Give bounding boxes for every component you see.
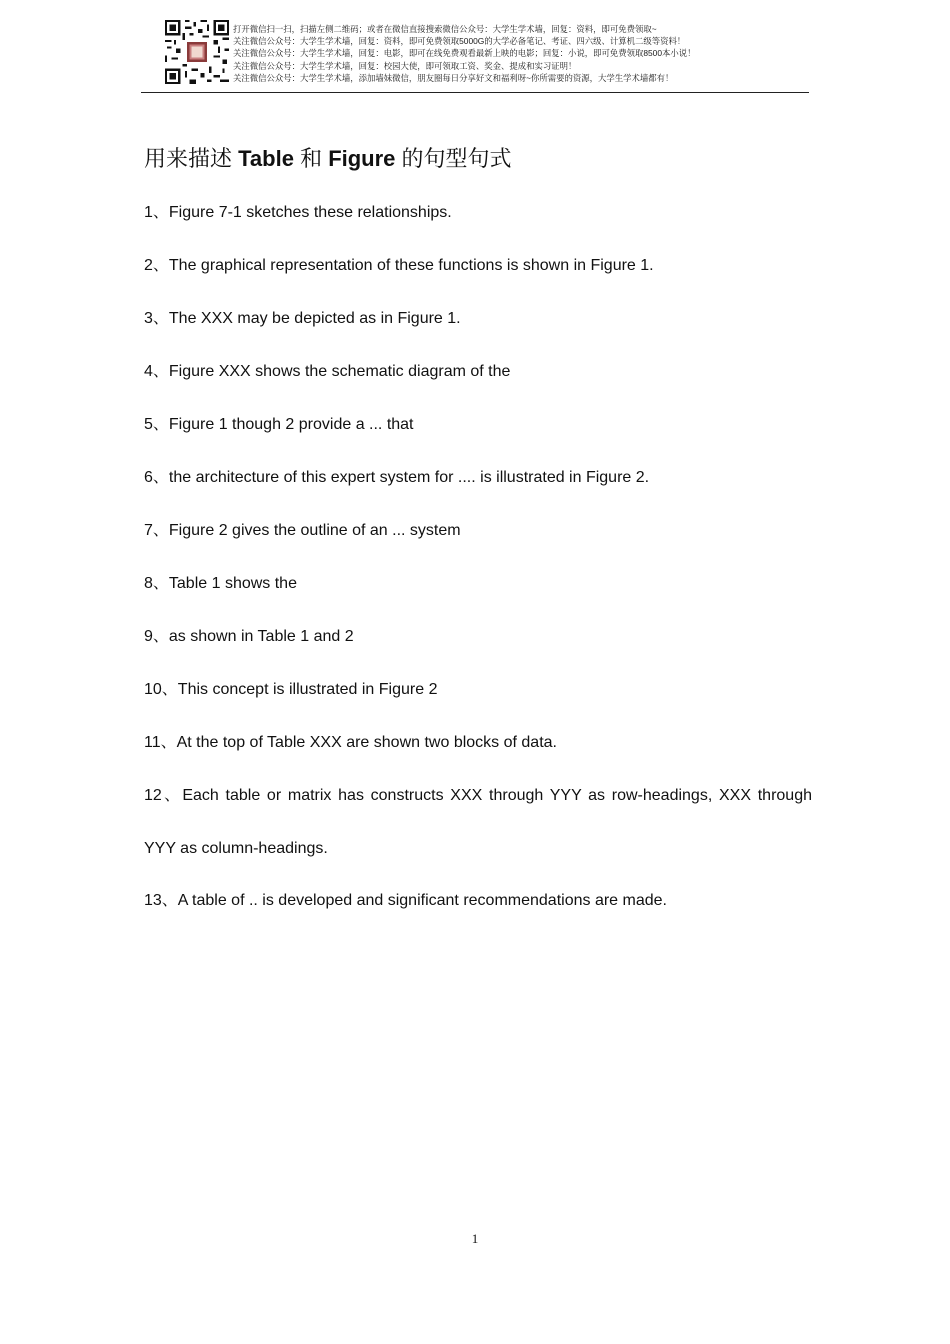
- list-item: 11、At the top of Table XXX are shown two blocks of data.: [144, 734, 557, 751]
- list-item: 2、The graphical representation of these functions is shown in Figure 1.: [144, 257, 654, 274]
- title-text: 的句型句式: [395, 146, 512, 171]
- list-item: 13、A table of .. is developed and significant recommendations are made.: [144, 892, 667, 909]
- title-bold-table: Table: [238, 146, 294, 171]
- list-item: 6、the architecture of this expert system for .... is illustrated in Figure 2.: [144, 469, 650, 486]
- list-item: 3、The XXX may be depicted as in Figure 1.: [144, 310, 461, 327]
- qr-code-icon: [165, 20, 229, 84]
- header-line: 打开微信扫一扫，扫描左侧二维码；或者在微信直接搜索微信公众号：大学生学术墙，回复：资料，即可免费领取~: [233, 24, 657, 34]
- list-item: 1、Figure 7-1 sketches these relationships.: [144, 204, 452, 221]
- list-item: 10、This concept is illustrated in Figure 2: [144, 681, 438, 698]
- sentence-list: [144, 200, 812, 941]
- list-item: 12、Each table or matrix has constructs XXX through YYY as row-headings, XXX through YYY as column-headings.: [144, 787, 812, 857]
- title-text: 用来描述: [144, 146, 239, 171]
- title-text: 和: [293, 146, 329, 171]
- list-item: 8、Table 1 shows the: [144, 575, 297, 592]
- header-line: 关注微信公众号：大学生学术墙，回复：校园大使，即可领取工资、奖金、提成和实习证明！: [233, 60, 577, 71]
- page-title: [144, 142, 512, 176]
- list-item: 9、as shown in Table 1 and 2: [144, 628, 354, 645]
- page-header: [141, 16, 809, 93]
- list-item: 7、Figure 2 gives the outline of an ... system: [144, 522, 461, 539]
- header-line: 关注微信公众号：大学生学术墙，回复：资料，即可免费领取5000G的大学必备笔记、考证、四六级、计算机二级等资料！: [233, 36, 686, 47]
- title-bold-figure: Figure: [328, 146, 396, 171]
- header-line: 关注微信公众号：大学生学术墙，添加墙妹微信，朋友圈每日分享好文和福利呀~你所需要的资源，大学生学术墙都有！: [233, 72, 674, 83]
- page-number: 1: [471, 1231, 479, 1246]
- list-item: 5、Figure 1 though 2 provide a ... that: [144, 416, 414, 433]
- header-line: 关注微信公众号：大学生学术墙，回复：电影，即可在线免费观看最新上映的电影；回复：小说，即可免费领取8500本小说！: [233, 48, 696, 59]
- header-promo-text: [233, 23, 809, 84]
- list-item: 4、Figure XXX shows the schematic diagram of the: [144, 363, 511, 380]
